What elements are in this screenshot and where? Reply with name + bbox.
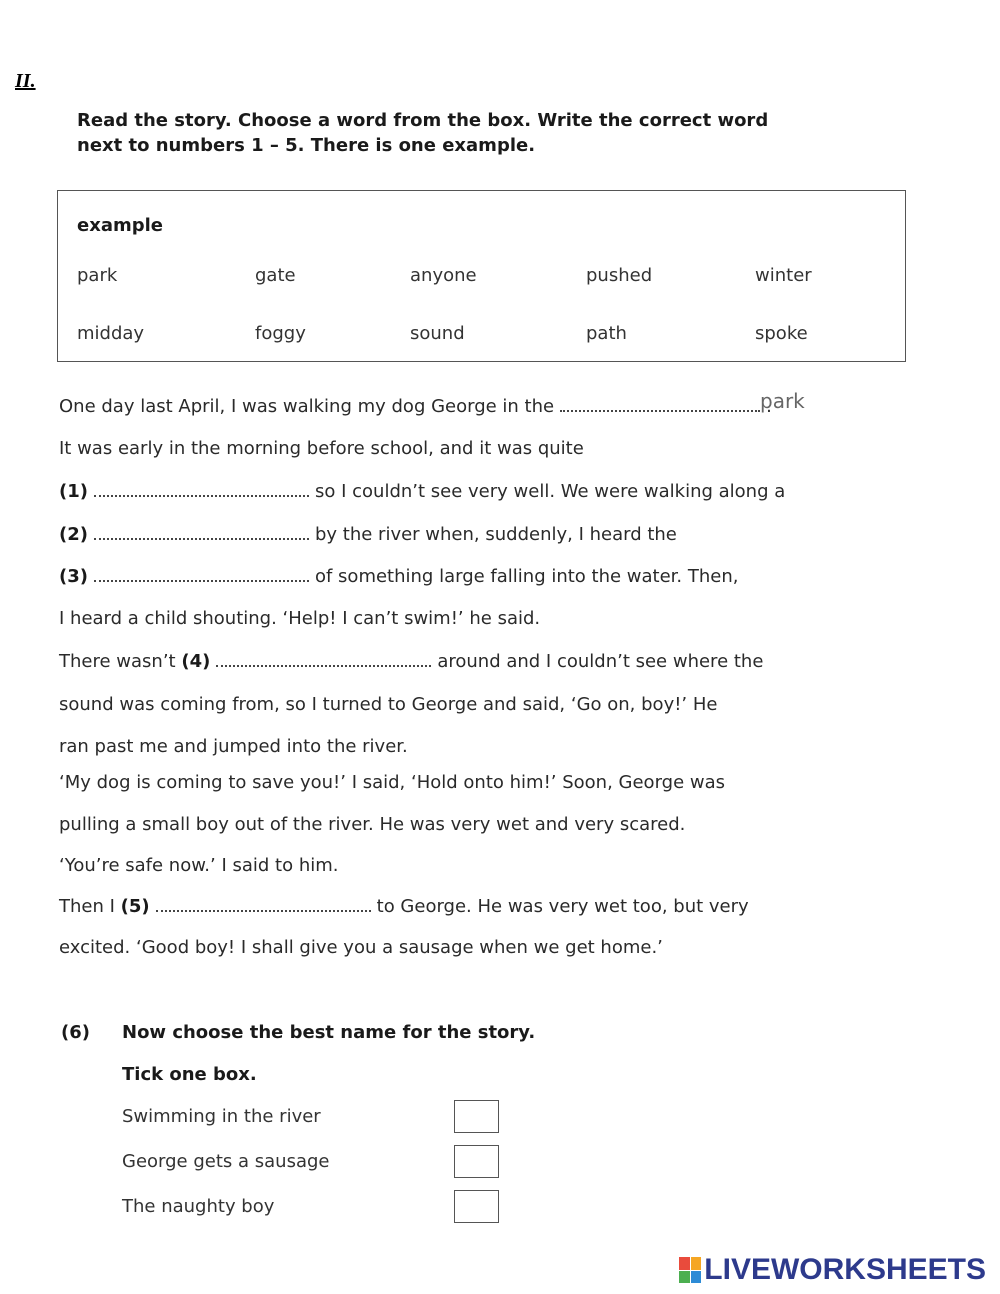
option-label: Swimming in the river [122,1106,321,1127]
word-box-word: park [77,265,118,286]
question-6-number: (6) [61,1022,90,1043]
option-label: George gets a sausage [122,1151,330,1172]
story-text: Then I [59,896,115,917]
story-text: to George. He was very wet too, but very [376,896,749,917]
answer-blank-4[interactable] [216,651,431,667]
blank-number: (5) [120,896,150,917]
word-box-word: midday [77,323,145,344]
word-box-word: path [586,323,627,344]
story-line [59,651,763,672]
story-text: so I couldn’t see very well. We were walking along a [314,481,786,502]
story-line: sound was coming from, so I turned to George and said, ‘Go on, boy!’ He [59,694,718,715]
section-number: II. [15,70,36,92]
instructions-line-1: Read the story. Choose a word from the box. Write the correct word [77,110,769,131]
liveworksheets-logo [679,1253,986,1287]
logo-text: LIVEWORKSHEETS [704,1253,986,1286]
story-text: by the river when, suddenly, I heard the [314,524,677,545]
story-line: ran past me and jumped into the river. [59,736,408,757]
word-box-word: pushed [586,265,653,286]
blank-number: (4) [181,651,211,672]
word-box-word: gate [255,265,296,286]
word-box-label: example [77,215,163,236]
story-line [59,524,677,545]
story-line: excited. ‘Good boy! I shall give you a sausage when we get home.’ [59,937,663,958]
story-line: I heard a child shouting. ‘Help! I can’t swim!’ he said. [59,608,541,629]
instructions-line-2: next to numbers 1 – 5. There is one example. [77,135,536,156]
option-checkbox-1[interactable] [454,1100,499,1133]
word-box-word: winter [755,265,812,286]
answer-blank-3[interactable] [94,566,309,582]
story-text: of something large falling into the water. Then, [314,566,739,587]
word-box-word: spoke [755,323,808,344]
option-checkbox-3[interactable] [454,1190,499,1223]
story-line: ‘My dog is coming to save you!’ I said, ‘Hold onto him!’ Soon, George was [59,772,726,793]
story-text: One day last April, I was walking my dog George in the [59,396,555,417]
answer-blank-5[interactable] [156,896,371,912]
question-6-instruction: Tick one box. [122,1064,257,1085]
story-line [59,481,785,502]
word-box [57,190,906,362]
blank-number: (1) [59,481,88,502]
story-line [59,566,739,587]
word-box-word: sound [410,323,465,344]
logo-mark-icon [679,1257,701,1283]
story-line: ‘You’re safe now.’ I said to him. [59,855,339,876]
word-box-word: foggy [255,323,306,344]
answer-blank-1[interactable] [94,481,309,497]
story-line: pulling a small boy out of the river. He was very wet and very scared. [59,814,686,835]
instructions [77,108,957,158]
option-label: The naughty boy [122,1196,275,1217]
story-line [59,896,749,917]
story-line [59,396,772,417]
blank-number: (2) [59,524,88,545]
option-checkbox-2[interactable] [454,1145,499,1178]
story-text: . [766,396,772,417]
story-text: There wasn’t [59,651,176,672]
story-line: It was early in the morning before school, and it was quite [59,438,584,459]
word-box-word: anyone [410,265,477,286]
answer-blank-2[interactable] [94,524,309,540]
story-text: around and I couldn’t see where the [437,651,764,672]
example-answer-field[interactable] [680,387,880,415]
question-6-prompt: Now choose the best name for the story. [122,1022,536,1043]
blank-number: (3) [59,566,88,587]
